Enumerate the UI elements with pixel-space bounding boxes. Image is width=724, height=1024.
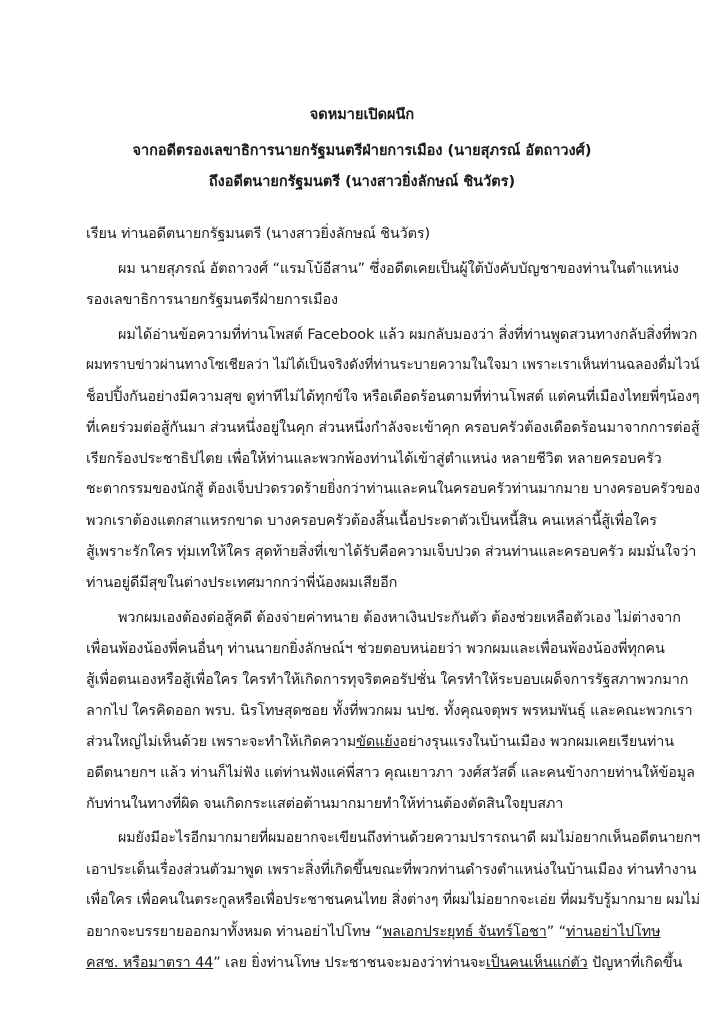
letter-title: จดหมายเปิดผนึก [309,107,415,123]
paragraph-4-line: เอาประเด็นเรื่องส่วนตัวมาพูด เพราะสิ่งที่เกิดขึ้นขณะที่พวกท่านดำรงตำแหน่งในบ้านเมือง ท่านทำงาน [86,862,697,878]
paragraph-3-line: สู้เพื่อตนเองหรือสู้เพื่อใคร ใครทำให้เกิดการทุจริตคอรัปชั่น ใครทำให้ระบอบเผด็จการรัฐสภาพวกมาก [86,672,689,688]
paragraph-3-line: เพื่อนพ้องน้องพี่คนอื่นๆ ท่านนายกยิ่งลักษณ์ฯ ช่วยตอบหน่อยว่า พวกผมและเพื่อนพ้องน้องพี่ทุกคน [86,641,665,657]
paragraph-2-line: สู้เพราะรักใคร ทุ่มเทให้ใคร สุดท้ายสิ่งที่เขาได้รับคือความเจ็บปวด ส่วนท่านและครอบครัว ผมมั่นใจว่า [86,544,697,560]
underlined-phrase: พลเอกประยุทธ์ จันทร์โอชา [382,924,547,940]
paragraph-4-text: ” เลย ยิ่งท่านโทษ ประชาชนจะมองว่าท่านจะ [213,955,486,971]
paragraph-4-line: ผมยังมีอะไรอีกมากมายที่ผมอยากจะเขียนถึงท่านด้วยความปรารถนาดี ผมไม่อยากเห็นอดีตนายกฯ [118,830,701,846]
letter-from: จากอดีตรองเลขาธิการนายกรัฐมนตรีฝ่ายการเมือง (นายสุภรณ์ อัตถาวงศ์) [132,143,592,159]
paragraph-2-line: ผมทราบข่าวผ่านทางโซเชียลว่า ไม่ได้เป็นจริงดังที่ท่านระบายความในใจมา เพราะเราเห็นท่านฉลองดื่มไวน์ [86,357,700,373]
underlined-phrase: คสช. หรือมาตรา 44 [86,955,214,971]
paragraph-2-line: เรียกร้องประชาธิปไตย เพื่อให้ท่านและพวกพ้องท่านได้เข้าสู่ตำแหน่ง หลายชีวิต หลายครอบครัว [86,451,662,467]
letter-to: ถึงอดีตนายกรัฐมนตรี (นางสาวยิ่งลักษณ์ ชินวัตร) [208,174,516,190]
underlined-phrase: เป็นคนเห็นแก่ตัว [485,955,588,971]
paragraph-3-line: กับท่านในทางที่ผิด จนเกิดกระแสต่อต้านมากมายทำให้ท่านต้องตัดสินใจยุบสภา [86,796,564,812]
paragraph-3-line: ลากไป ใครคิดออก พรบ. นิรโทษสุดซอย ทั้งที่พวกผม นปช. ทั้งคุณจตุพร พรหมพันธุ์ และคณะพวกเรา [86,703,693,719]
paragraph-2-line: ท่านอยู่ดีมีสุขในต่างประเทศมากกว่าพี่น้องผมเสียอีก [86,575,398,591]
paragraph-3-text: ส่วนใหญ่ไม่เห็นด้วย เพราะจะทำให้เกิดความ [86,734,357,750]
paragraph-2-line: ชะตากรรมของนักสู้ ต้องเจ็บปวดรวดร้ายยิ่งกว่าท่านและคนในครอบครัวท่านมากมาย บางครอบครัวของ [86,481,700,497]
paragraph-2-line: ช็อปปิ้งกันอย่างมีความสุข ดูท่าทีไม่ได้ทุกข์ใจ หรือเดือดร้อนตามที่ท่านโพสต์ แต่คนที่เมืองไทยพี่ๆน้องๆ [86,389,700,405]
paragraph-4-text: ” “ [546,924,566,940]
paragraph-2-line: ที่เคยร่วมต่อสู้กันมา ส่วนหนึ่งอยู่ในคุก ส่วนหนึ่งกำลังจะเข้าคุก ครอบครัวต้องเดือดร้อนมาจากการต่อสู้ [86,420,700,436]
paragraph-4-line: เพื่อใคร เพื่อคนในตระกูลหรือเพื่อประชาชนคนไทย สิ่งต่างๆ ที่ผมไม่อยากจะเอ่ย ที่ผมรับรู้มากมาย ผมไม่ [86,892,701,908]
letter-greeting: เรียน ท่านอดีตนายกรัฐมนตรี (นางสาวยิ่งลักษณ์ ชินวัตร) [86,226,431,242]
underlined-phrase: ท่านอย่าไปโทษ [565,924,661,940]
paragraph-2-line: พวกเราต้องแตกสาแหรกขาด บางครอบครัวต้องสิ้นเนื้อประดาตัวเป็นหนี้สิน คนเหล่านี้สู้เพื่อใคร [86,513,657,529]
underlined-phrase: ขัดแย้ง [356,734,400,750]
paragraph-3-line [86,730,674,753]
paragraph-4-line [86,920,661,943]
paragraph-1-line: ผม นายสุภรณ์ อัตถาวงศ์ “แรมโบ้อีสาน” ซึ่งอดีตเคยเป็นผู้ใต้บังคับบัญชาของท่านในตำแหน่ง [118,261,679,277]
paragraph-1-line: รองเลขาธิการนายกรัฐมนตรีฝ่ายการเมือง [86,292,338,308]
paragraph-3-text: อย่างรุนแรงในบ้านเมือง พวกผมเคยเรียนท่าน [399,734,674,750]
paragraph-3-line: อดีตนายกฯ แล้ว ท่านก็ไม่ฟัง แต่ท่านฟังแค่พี่สาว คุณเยาวภา วงศ์สวัสดิ์ และคนข้างกายท่านให้ข้อมูล [86,765,695,781]
paragraph-4-text: อยากจะบรรยายออกมาทั้งหมด ท่านอย่าไปโทษ “ [86,924,383,940]
paragraph-4-line [86,951,682,974]
paragraph-4-text: ปัญหาที่เกิดขึ้น [587,955,683,971]
paragraph-3-line: พวกผมเองต้องต่อสู้คดี ต้องจ่ายค่าทนาย ต้องหาเงินประกันตัว ต้องช่วยเหลือตัวเอง ไม่ต่างจาก [118,610,681,626]
paragraph-2-line: ผมได้อ่านข้อความที่ท่านโพสต์ Facebook แล้ว ผมกลับมองว่า สิ่งที่ท่านพูดสวนทางกลับสิ่งที่พวก [118,327,698,343]
